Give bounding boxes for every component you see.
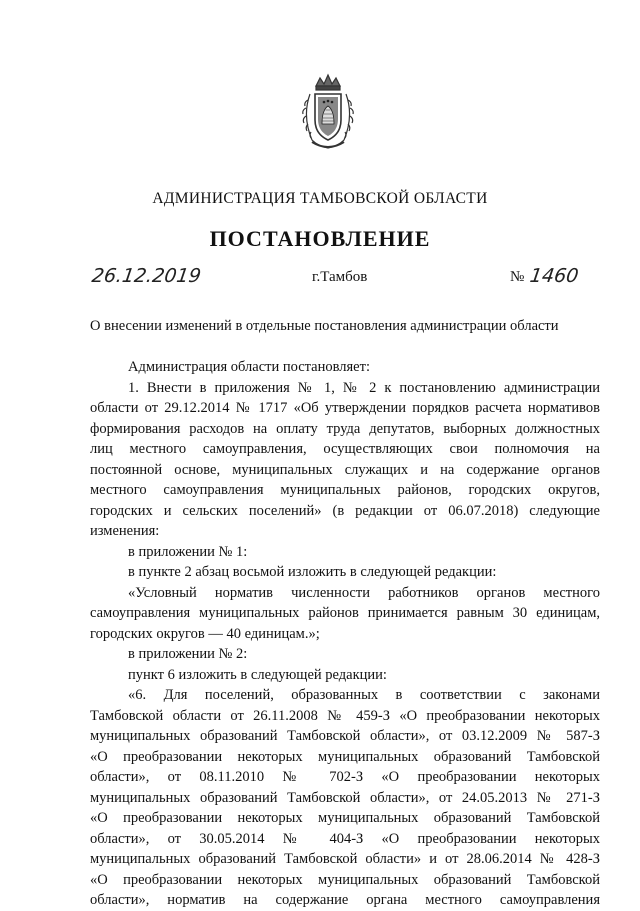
body-line: области от 29.12.2014 № 1717 «Об утверждении порядков расчета нормативов: [90, 400, 600, 416]
body-line: самоуправления муниципальных районов принимается равным 30 единицам,: [90, 605, 600, 621]
city-name: г.Тамбов: [312, 269, 368, 285]
body-line: «О преобразовании некоторых муниципальных образований Тамбовской: [90, 748, 600, 765]
organization-title: АДМИНИСТРАЦИЯ ТАМБОВСКОЙ ОБЛАСТИ: [152, 190, 488, 207]
body-line: «О преобразовании некоторых муниципальных образований Тамбовской: [90, 810, 600, 826]
body-line: муниципальных образований Тамбовской области», от 03.12.2009 № 587-З: [90, 728, 600, 744]
handwritten-date: 26.12.2019: [90, 265, 203, 287]
body-line: муниципальных образований Тамбовской области» и от 28.06.2014 № 428-З: [90, 851, 600, 867]
body-line: изменения:: [90, 523, 160, 539]
body-line: городских округов — 40 единицам.»;: [90, 625, 320, 642]
body-line: городских и сельских поселений» (в редакции от 06.07.2018) следующие: [90, 502, 600, 519]
coat-of-arms-icon: [298, 72, 358, 152]
body-line: «Условный норматив численности работников органов местного: [128, 584, 600, 601]
body-line: Администрация области постановляет:: [128, 359, 370, 375]
document-subject: О внесении изменений в отдельные постановления администрации области: [90, 318, 559, 334]
body-line: области», от 30.05.2014 № 404-З «О преобразовании некоторых: [90, 830, 600, 847]
body-line: лиц местного самоуправления, осуществляющих свои полномочия на: [90, 441, 600, 457]
handwritten-number: 1460: [528, 265, 580, 287]
body-line: в приложении № 2:: [128, 646, 248, 662]
body-line: области», норматив на содержание органа местного самоуправления: [90, 892, 600, 908]
body-line: в приложении № 1:: [128, 543, 248, 560]
body-line: области», от 08.11.2010 № 702-З «О преобразовании некоторых: [90, 769, 600, 785]
body-line: постоянной основе, муниципальных служащих и на содержание органов: [90, 461, 600, 478]
body-line: формирования расходов на оплату труда депутатов, выборных должностных: [90, 420, 600, 437]
body-line: «О преобразовании некоторых муниципальных образований Тамбовской: [90, 871, 600, 888]
document-meta-row: [0, 265, 640, 293]
body-line: местного самоуправления муниципальных районов, городских округов,: [90, 482, 600, 498]
document-body: [90, 357, 600, 911]
body-line: «6. Для поселений, образованных в соответствии с законами: [128, 687, 600, 703]
document-type-heading: ПОСТАНОВЛЕНИЕ: [209, 226, 431, 251]
body-line: муниципальных образований Тамбовской области», от 24.05.2013 № 271-З: [90, 789, 600, 806]
number-label: №: [510, 269, 525, 285]
body-line: 1. Внести в приложения № 1, № 2 к постановлению администрации: [128, 379, 600, 396]
body-line: Тамбовской области от 26.11.2008 № 459-З «О преобразовании некоторых: [90, 707, 600, 724]
body-line: в пункте 2 абзац восьмой изложить в следующей редакции:: [128, 564, 497, 580]
body-line: пункт 6 изложить в следующей редакции:: [128, 666, 387, 683]
